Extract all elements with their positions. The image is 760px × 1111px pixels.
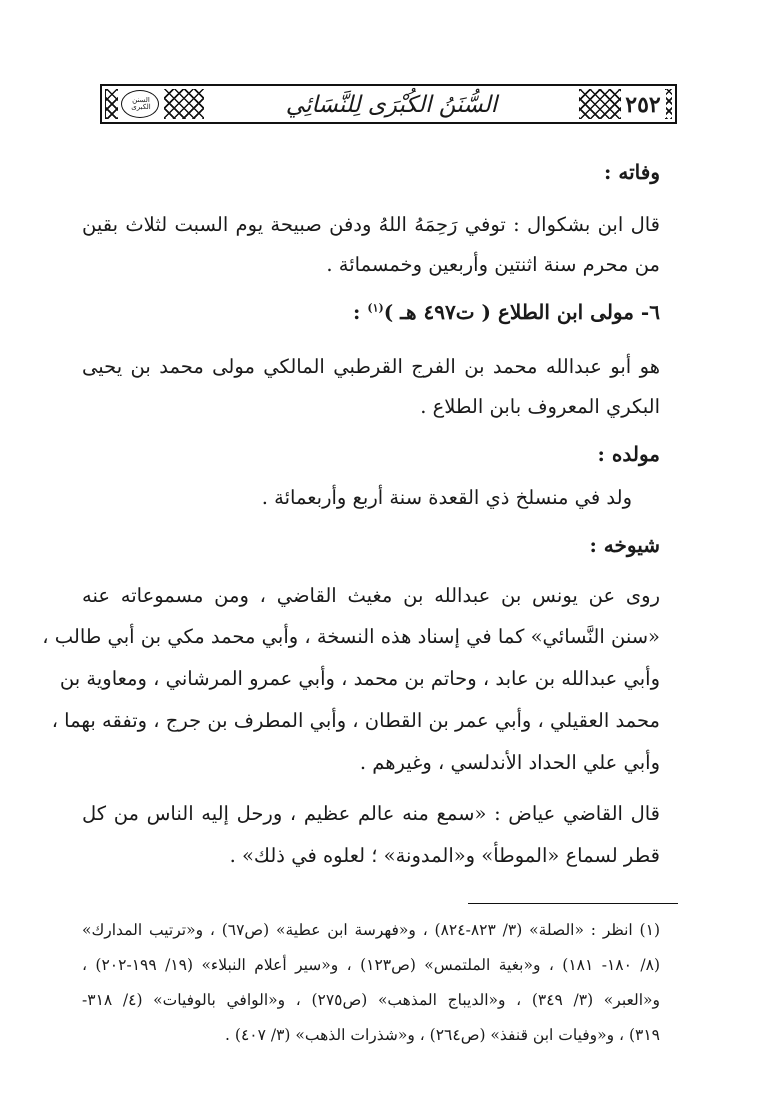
wafatuhu-line-1: قال ابن بشكوال : توفي رَحِمَهُ اللهُ ودفن صبيحة يوم السبت لثلاث بقين [82,213,660,236]
emblem-text: السنن الكبرى [131,97,151,111]
header-lattice-ornament-right [579,89,621,119]
footnote-line-4: ٣١٩) ، و«وفيات ابن قنفذ» (ص٢٦٤) ، و«شذرات الذهب» (٣/ ٤٠٧) . [225,1026,660,1044]
heading-mawliduhu: مولده : [597,442,660,466]
page-header-band [100,84,677,124]
shuyukhuhu-line-5: وأبي علي الحداد الأندلسي ، وغيرهم . [359,751,660,774]
shuyukhuhu-line-3: وأبي عبدالله بن عابد ، وحاتم بن محمد ، وأبي عمرو المرشاني ، ومعاوية بن [59,667,660,690]
shuyukhuhu-line-1: روى عن يونس بن عبدالله بن مغيث القاضي ، ومن مسموعاته عنه [82,584,660,607]
heading-section-6 [82,300,660,324]
mawliduhu-line-1: ولد في منسلخ ذي القعدة سنة أربع وأربعمائة . [261,486,632,509]
wafatuhu-line-2: من محرم سنة اثنتين وأربعين وخمسمائة . [326,253,660,276]
shuyukhuhu-line-4: محمد العقيلي ، وأبي عمر بن القطان ، وأبي المطرف بن جرج ، وتفقه بهما ، [51,709,660,732]
footnote-line-1: (١) انظر : «الصلة» (٣/ ٨٢٣-٨٢٤) ، و«فهرسة ابن عطية» (ص٦٧) ، و«ترتيب المدارك» [82,921,660,939]
footnote-reference-1: (١) [367,301,384,315]
iyad-quote-line-1: قال القاضي عياض : «سمع منه عالم عظيم ، ورحل إليه الناس من كل [82,802,660,825]
header-lattice-ornament-left-edge [106,89,118,119]
section-6-colon: : [353,300,368,324]
footnote-separator [468,903,678,904]
section-6-line-2: البكري المعروف بابن الطلاع . [420,395,660,418]
heading-wafatuhu: وفاته : [604,160,660,184]
section-6-title: ٦- مولى ابن الطلاع ( ت٤٩٧ هـ ) [383,300,660,324]
running-book-title: السُّنَنُ الكُبْرَى لِلنَّسَائِي [204,88,579,122]
section-6-line-1: هو أبو عبدالله محمد بن الفرج القرطبي المالكي مولى محمد بن يحيى [82,355,660,378]
header-lattice-ornament-left [164,89,204,119]
footnote-line-2: (٨/ ١٨٠- ١٨١) ، و«بغية الملتمس» (ص١٢٣) ، و«سير أعلام النبلاء» (١٩/ ١٩٩-٢٠٢) ، [82,956,660,974]
book-emblem-icon [118,88,164,122]
heading-shuyukhuhu: شيوخه : [589,533,660,557]
page-number: ٢٥٢ [621,88,665,122]
header-lattice-ornament-right-edge [666,89,672,119]
footnote-line-3: و«العبر» (٣/ ٣٤٩) ، و«الديباج المذهب» (ص٢٧٥) ، و«الوافي بالوفيات» (٤/ ٣١٨- [82,991,660,1009]
shuyukhuhu-line-2: «سنن النَّسائي» كما في إسناد هذه النسخة ، وأبي محمد مكي بن أبي طالب ، [42,625,660,648]
iyad-quote-line-2: قطر لسماع «الموطأ» و«المدونة» ؛ لعلوه في ذلك» . [229,844,660,867]
